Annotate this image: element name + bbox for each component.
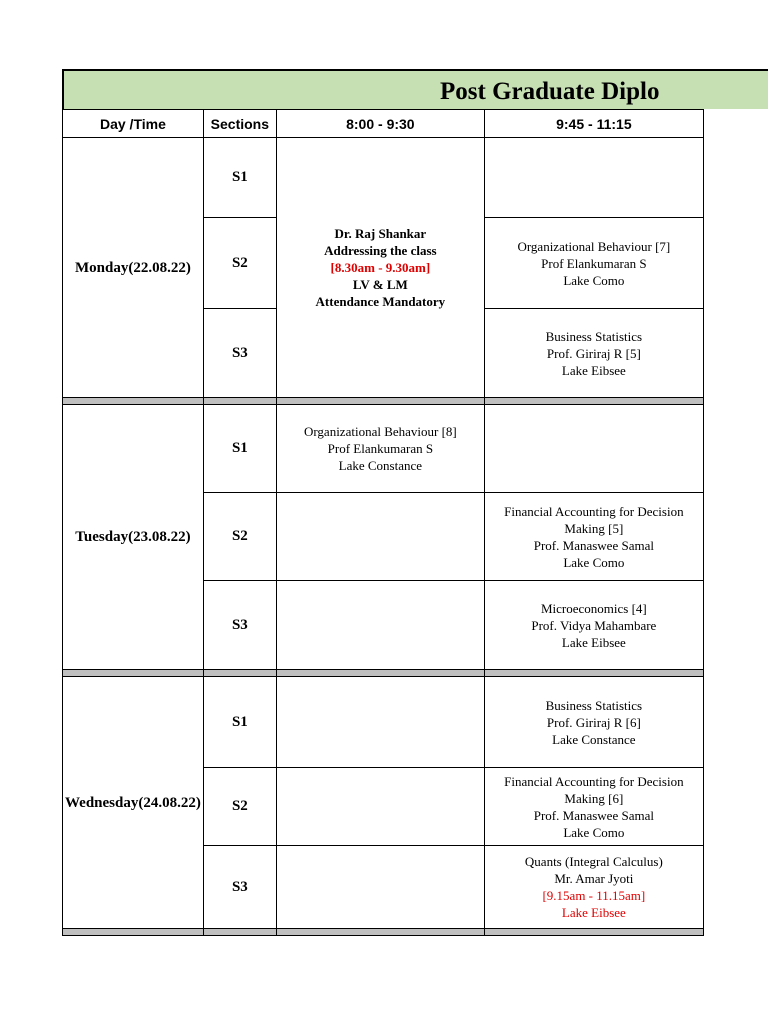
page-title: Post Graduate Diplo [440, 78, 660, 105]
wednesday-s1-slot2: Business Statistics Prof. Giriraj R [6] Lake Constance [484, 677, 703, 768]
section-label: S3 [203, 846, 276, 929]
timetable [62, 109, 704, 936]
section-label: S2 [203, 218, 276, 309]
header-row [63, 110, 704, 138]
table-row [63, 677, 704, 768]
wednesday-s3-slot1 [276, 846, 484, 929]
wednesday-s2-slot1 [276, 768, 484, 846]
day-cell-wednesday: Wednesday(24.08.22) [63, 677, 204, 929]
header-slot-2: 9:45 - 11:15 [484, 110, 703, 138]
tuesday-s3-slot2: Microeconomics [4] Prof. Vidya Mahambare Lake Eibsee [484, 581, 703, 670]
day-cell-tuesday: Tuesday(23.08.22) [63, 405, 204, 670]
tuesday-s3-slot1 [276, 581, 484, 670]
monday-s2-slot2: Organizational Behaviour [7] Prof Elankumaran S Lake Como [484, 218, 703, 309]
tuesday-s1-slot1: Organizational Behaviour [8] Prof Elankumaran S Lake Constance [276, 405, 484, 493]
section-label: S1 [203, 405, 276, 493]
wednesday-s1-slot1 [276, 677, 484, 768]
section-label: S3 [203, 581, 276, 670]
wednesday-s2-slot2: Financial Accounting for Decision Making [6] Prof. Manaswee Samal Lake Como [484, 768, 703, 846]
section-label: S2 [203, 768, 276, 846]
tuesday-s1-slot2 [484, 405, 703, 493]
header-slot-1: 8:00 - 9:30 [276, 110, 484, 138]
table-row [63, 405, 704, 493]
monday-slot1-merged: Dr. Raj Shankar Addressing the class [8.30am - 9.30am] LV & LM Attendance Mandatory [276, 138, 484, 398]
section-label: S1 [203, 677, 276, 768]
header-day-time: Day /Time [63, 110, 204, 138]
day-separator [63, 670, 704, 677]
header-sections: Sections [203, 110, 276, 138]
monday-s3-slot2: Business Statistics Prof. Giriraj R [5] Lake Eibsee [484, 309, 703, 398]
tuesday-s2-slot2: Financial Accounting for Decision Making [5] Prof. Manaswee Samal Lake Como [484, 493, 703, 581]
day-separator [63, 929, 704, 936]
wednesday-s3-slot2: Quants (Integral Calculus) Mr. Amar Jyoti [9.15am - 11.15am] Lake Eibsee [484, 846, 703, 929]
table-row [63, 138, 704, 218]
day-separator [63, 398, 704, 405]
section-label: S3 [203, 309, 276, 398]
section-label: S2 [203, 493, 276, 581]
section-label: S1 [203, 138, 276, 218]
tuesday-s2-slot1 [276, 493, 484, 581]
monday-s1-slot2 [484, 138, 703, 218]
title-banner [62, 69, 768, 109]
day-cell-monday: Monday(22.08.22) [63, 138, 204, 398]
